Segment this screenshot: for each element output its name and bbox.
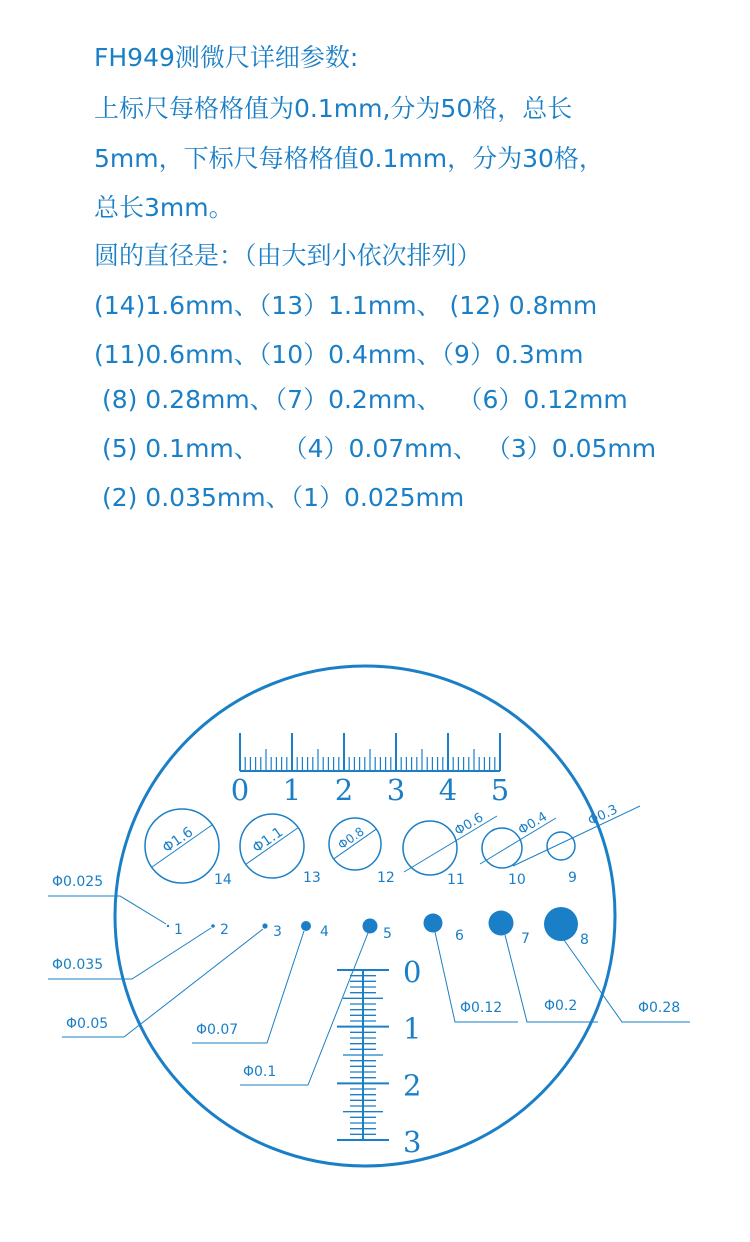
large-circle <box>547 832 575 860</box>
spec-line: (8) 0.28mm、（7）0.2mm、 （6）0.12mm <box>94 385 628 414</box>
dot-diameter: Φ0.2 <box>544 998 578 1014</box>
dot-diameter: Φ0.07 <box>196 1022 239 1038</box>
large-circle-index: 14 <box>214 872 232 888</box>
dot-leader <box>240 933 368 1085</box>
dot-index: 5 <box>383 926 392 942</box>
top-scale-label: 5 <box>490 773 510 807</box>
top-scale <box>231 733 509 807</box>
bottom-scale-label: 0 <box>403 955 422 989</box>
large-circle <box>482 828 522 868</box>
large-circle-diameter: Φ1.6 <box>159 824 197 857</box>
large-circle-diameter: Φ0.6 <box>452 810 487 840</box>
bottom-scale-label: 2 <box>403 1068 422 1103</box>
large-circle-diameter: Φ1.1 <box>249 824 287 857</box>
large-circle-index: 10 <box>508 872 526 888</box>
large-circle-index: 13 <box>303 870 321 886</box>
spec-line: 圆的直径是：（由大到小依次排列） <box>94 241 482 270</box>
bottom-scale-label: 3 <box>403 1125 422 1159</box>
large-circle-diameter: Φ0.8 <box>335 824 367 853</box>
spec-line: 总长3mm。 <box>94 193 234 222</box>
spec-line: (14)1.6mm、（13）1.1mm、 (12) 0.8mm <box>94 291 598 320</box>
reticle-dot <box>424 914 443 933</box>
bottom-scale <box>337 955 421 1159</box>
dot-diameter: Φ0.05 <box>66 1016 109 1032</box>
spec-title: FH949测微尺详细参数: <box>94 43 359 72</box>
reticle-dot <box>489 911 514 936</box>
dot-index: 4 <box>320 924 329 940</box>
reticle-dot <box>544 907 578 941</box>
spec-line: 上标尺每格格值为0.1mm,分为50格，总长 <box>94 94 573 123</box>
dot-diameter: Φ0.28 <box>638 1000 681 1016</box>
reticle-dot <box>363 919 378 934</box>
large-circle-index: 9 <box>568 870 577 886</box>
dot-diameter: Φ0.1 <box>243 1064 277 1080</box>
spec-line: 5mm，下标尺每格格值0.1mm，分为30格， <box>94 144 604 173</box>
dot-diameter: Φ0.12 <box>460 1000 503 1016</box>
large-circle-diameter: Φ0.3 <box>585 802 621 830</box>
large-circle-index: 12 <box>377 870 395 886</box>
dot-index: 3 <box>273 924 282 940</box>
dot-index: 2 <box>220 922 229 938</box>
spec-line: (5) 0.1mm、 （4）0.07mm、 （3）0.05mm <box>94 434 657 463</box>
dot-index: 6 <box>455 928 464 944</box>
spec-line: (2) 0.035mm、（1）0.025mm <box>94 483 465 512</box>
dot-leader <box>48 896 166 924</box>
dot-index: 7 <box>521 931 530 947</box>
top-scale-label: 3 <box>386 773 406 807</box>
dot-diameter: Φ0.035 <box>52 957 104 973</box>
top-scale-label: 4 <box>438 773 458 807</box>
reticle-outer-circle <box>115 666 615 1166</box>
dot-index: 1 <box>174 922 183 938</box>
large-circle-index: 11 <box>447 872 465 888</box>
spec-line: (11)0.6mm、（10）0.4mm、（9）0.3mm <box>94 340 584 369</box>
reticle-dot <box>167 925 169 927</box>
large-circles <box>145 802 640 888</box>
top-scale-label: 1 <box>282 773 302 807</box>
large-circle <box>403 821 457 875</box>
reticle-dot <box>262 923 267 928</box>
bottom-scale-label: 1 <box>403 1011 422 1046</box>
reticle-dot <box>301 921 311 931</box>
dots <box>48 874 690 1085</box>
reticle-dot <box>211 924 215 928</box>
top-scale-label: 0 <box>230 773 250 807</box>
dot-index: 8 <box>580 932 589 948</box>
top-scale-label: 2 <box>334 773 354 807</box>
large-circle-diameter: Φ0.4 <box>515 809 551 839</box>
dot-diameter: Φ0.025 <box>52 874 104 890</box>
